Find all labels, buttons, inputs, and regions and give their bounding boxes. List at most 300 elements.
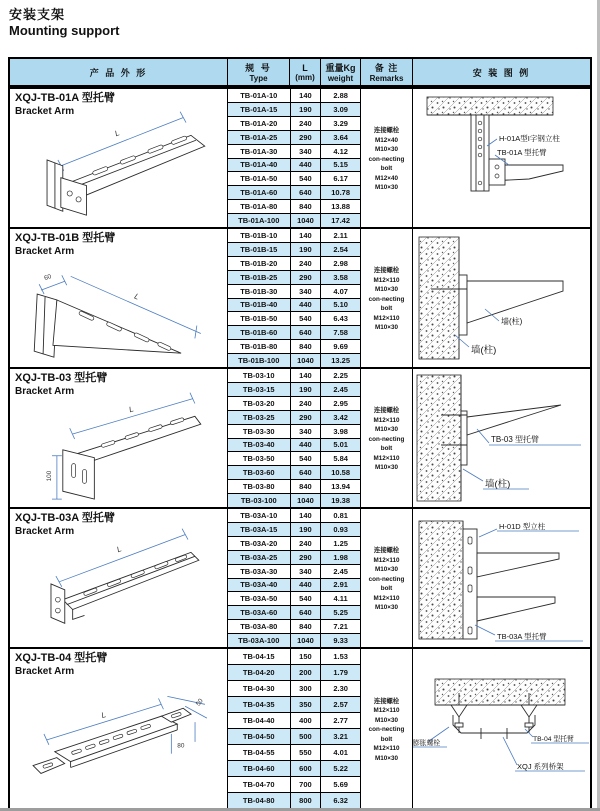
spec-row [228, 102, 360, 116]
header-diagram: 安 装 图 例 [412, 59, 590, 85]
page-title-zh: 安装支架 [9, 7, 66, 22]
weight-cell: 3.09 [320, 103, 360, 116]
type-cell: TB-03A-20 [240, 538, 278, 548]
spec-row [228, 325, 360, 339]
remark-line: M12×110 [373, 594, 400, 602]
dim-L: L [132, 291, 141, 302]
type-cell: TB-01A-15 [240, 104, 278, 114]
spec-row [228, 158, 360, 172]
remark-line: con-necting [368, 726, 405, 733]
remark-line: M12×40 [375, 174, 398, 182]
spec-row [228, 130, 360, 144]
table-header-row [10, 59, 590, 87]
type-cell: TB-03A-80 [240, 622, 278, 632]
length-cell: 640 [290, 326, 321, 339]
weight-cell: 5.25 [320, 606, 360, 619]
dim-60: 60 [43, 273, 53, 283]
weight-cell: 19.38 [320, 494, 360, 507]
spec-row [228, 298, 360, 312]
weight-cell: 5.69 [320, 777, 360, 792]
spec-row [228, 438, 360, 452]
type-cell: TB-03A-60 [240, 608, 278, 618]
product-cell-tb-04 [10, 649, 227, 808]
section-tb-03 [10, 367, 590, 507]
diagram-label-wall: 墙(柱) [485, 479, 511, 490]
remark-line: M12×110 [373, 556, 400, 564]
length-cell: 190 [290, 523, 321, 536]
length-cell: 700 [290, 777, 321, 792]
length-cell: 140 [290, 229, 321, 242]
install-diagram-tb-03a [413, 509, 590, 645]
remark-line: M12×110 [373, 416, 400, 424]
spec-row [228, 696, 360, 712]
weight-cell: 5.10 [320, 299, 360, 312]
spec-row [228, 536, 360, 550]
spec-rows-tb-01a [227, 89, 360, 227]
page-title-en: Mounting support [9, 23, 120, 39]
length-cell: 300 [290, 681, 321, 696]
spec-row [228, 256, 360, 270]
remarks-tb-01a [360, 89, 412, 227]
install-diagram-tb-01b [413, 229, 590, 365]
spec-row [228, 144, 360, 158]
weight-cell: 4.11 [320, 592, 360, 605]
weight-cell: 3.29 [320, 117, 360, 130]
diagram-label-arm: TB-03A 型托臂 [497, 632, 547, 641]
type-cell: TB-01A-10 [240, 90, 278, 100]
length-cell: 340 [290, 565, 321, 578]
remarks-tb-03 [360, 369, 412, 507]
dim-L: L [115, 544, 123, 555]
type-cell: TB-03-80 [242, 482, 275, 492]
type-cell: TB-03-40 [242, 440, 275, 450]
remark-line: 连接螺栓 [373, 407, 400, 414]
length-cell: 340 [290, 425, 321, 438]
length-cell: 140 [290, 369, 321, 382]
type-cell: TB-03A-30 [240, 566, 278, 576]
weight-cell: 13.88 [320, 200, 360, 213]
type-cell: TB-01B-50 [240, 314, 278, 324]
length-cell: 190 [290, 103, 321, 116]
page-title-block [9, 7, 119, 40]
type-cell: TB-03A-10 [240, 510, 278, 520]
diagram-label-arm: TB-03 型托臂 [491, 435, 540, 444]
spec-row [228, 578, 360, 592]
length-cell: 540 [290, 172, 321, 185]
weight-cell: 13.25 [320, 354, 360, 367]
weight-cell: 1.53 [320, 649, 360, 664]
spec-row [228, 776, 360, 792]
spec-row [228, 242, 360, 256]
type-cell: TB-03-15 [242, 384, 275, 394]
section-tb-01b [10, 227, 590, 367]
weight-cell: 3.58 [320, 271, 360, 284]
weight-cell: 5.84 [320, 452, 360, 465]
weight-cell: 4.01 [320, 745, 360, 760]
type-cell: TB-01B-10 [240, 230, 278, 240]
type-cell: TB-01B-60 [240, 328, 278, 338]
length-cell: 140 [290, 509, 321, 522]
type-cell: TB-01A-30 [240, 146, 278, 156]
weight-cell: 10.78 [320, 186, 360, 199]
weight-cell: 7.21 [320, 620, 360, 633]
spec-row [228, 509, 360, 522]
weight-cell: 2.45 [320, 383, 360, 396]
remark-line: M12×110 [373, 454, 400, 462]
remark-line: 连接螺栓 [373, 547, 400, 554]
dim-L: L [100, 710, 107, 721]
dim-100: 100 [45, 470, 53, 482]
diagram-label-arm: TB-01A 型托臂 [497, 148, 547, 157]
weight-cell: 4.12 [320, 145, 360, 158]
spec-row [228, 199, 360, 213]
length-cell: 150 [290, 649, 321, 664]
install-diagram-tb-01a [413, 89, 590, 225]
dim-L: L [127, 404, 135, 415]
header-remarks: 备 注 Remarks [360, 59, 412, 85]
remark-line: con-necting [368, 435, 405, 443]
weight-cell: 3.42 [320, 411, 360, 424]
spec-row [228, 493, 360, 507]
spec-row [228, 605, 360, 619]
length-cell: 640 [290, 606, 321, 619]
length-cell: 240 [290, 257, 321, 270]
weight-cell: 2.98 [320, 257, 360, 270]
weight-cell: 2.25 [320, 369, 360, 382]
dim-50: 50 [194, 697, 205, 708]
header-type: 规 号 Type [227, 59, 289, 85]
remark-line: M12×40 [375, 136, 398, 144]
length-cell: 1040 [290, 634, 321, 647]
remark-line: bolt [380, 165, 393, 172]
length-cell: 640 [290, 466, 321, 479]
length-cell: 140 [290, 89, 321, 102]
remark-line: M10×30 [375, 146, 398, 153]
length-cell: 200 [290, 665, 321, 680]
type-cell: TB-04-55 [242, 748, 275, 757]
product-title-tb-01a: XQJ-TB-01A 型托臂 Bracket Arm [15, 92, 115, 117]
section-tb-04 [10, 647, 590, 808]
type-cell: TB-01B-25 [240, 272, 278, 282]
spec-row [228, 116, 360, 130]
length-cell: 240 [290, 537, 321, 550]
spec-rows-tb-04 [227, 649, 360, 808]
length-cell: 240 [290, 117, 321, 130]
length-cell: 600 [290, 761, 321, 776]
header-length: L (mm) [289, 59, 320, 85]
remark-line: con-necting [368, 295, 405, 303]
dim-80: 80 [177, 742, 185, 750]
weight-cell: 6.17 [320, 172, 360, 185]
weight-cell: 1.25 [320, 537, 360, 550]
weight-cell: 6.32 [320, 793, 360, 808]
length-cell: 190 [290, 243, 321, 256]
diagram-label-column: H-01D 型立柱 [499, 522, 546, 531]
type-cell: TB-01B-20 [240, 258, 278, 268]
type-cell: TB-01B-80 [240, 342, 278, 352]
spec-row [228, 522, 360, 536]
type-cell: TB-03A-25 [240, 552, 278, 562]
weight-cell: 3.64 [320, 131, 360, 144]
type-cell: TB-01A-20 [240, 118, 278, 128]
dim-L: L [113, 128, 121, 139]
remarks-tb-01b [360, 229, 412, 367]
spec-rows-tb-01b [227, 229, 360, 367]
type-cell: TB-04-60 [242, 764, 275, 773]
spec-row [228, 465, 360, 479]
type-cell: TB-04-80 [242, 796, 275, 805]
remark-line: M10×30 [375, 754, 398, 762]
spec-row [228, 424, 360, 438]
spec-rows-tb-03a [227, 509, 360, 647]
spec-row [228, 591, 360, 605]
remark-line: M10×30 [375, 324, 398, 331]
length-cell: 840 [290, 200, 321, 213]
length-cell: 550 [290, 745, 321, 760]
spec-row [228, 451, 360, 465]
spec-row [228, 680, 360, 696]
product-cell-tb-01b [10, 229, 227, 367]
spec-row [228, 396, 360, 410]
type-cell: TB-03A-100 [238, 636, 280, 646]
length-cell: 190 [290, 383, 321, 396]
diagram-label-arm: 墙(柱) [501, 317, 523, 326]
weight-cell: 2.91 [320, 579, 360, 592]
length-cell: 500 [290, 729, 321, 744]
weight-cell: 13.94 [320, 480, 360, 493]
length-cell: 840 [290, 340, 321, 353]
type-cell: TB-03-25 [242, 412, 275, 422]
spec-row [228, 229, 360, 242]
length-cell: 340 [290, 285, 321, 298]
diagram-label-arm: TB-04 型托臂 [533, 736, 574, 743]
weight-cell: 2.54 [320, 243, 360, 256]
spec-row [228, 213, 360, 227]
type-cell: TB-03-60 [242, 468, 275, 478]
type-cell: TB-04-35 [242, 700, 275, 709]
spec-row [228, 369, 360, 382]
spec-row [228, 664, 360, 680]
diagram-tb-04 [412, 649, 590, 808]
weight-cell: 6.43 [320, 312, 360, 325]
diagram-tb-03a [412, 509, 590, 647]
type-cell: TB-03-20 [242, 398, 275, 408]
length-cell: 240 [290, 397, 321, 410]
weight-cell: 0.81 [320, 509, 360, 522]
weight-cell: 5.15 [320, 159, 360, 172]
remark-line: bolt [380, 735, 393, 743]
length-cell: 440 [290, 159, 321, 172]
weight-cell: 17.42 [320, 214, 360, 227]
remark-line: M10×30 [375, 604, 398, 611]
weight-cell: 1.98 [320, 551, 360, 564]
spec-row [228, 792, 360, 808]
spec-row [228, 185, 360, 199]
type-cell: TB-01A-40 [240, 160, 278, 170]
spec-row [228, 89, 360, 102]
type-cell: TB-01A-60 [240, 188, 278, 198]
spec-row [228, 760, 360, 776]
remark-line: M10×30 [375, 716, 398, 724]
length-cell: 290 [290, 131, 321, 144]
spec-row [228, 171, 360, 185]
spec-row [228, 382, 360, 396]
type-cell: TB-03A-15 [240, 524, 278, 534]
diagram-tb-01b [412, 229, 590, 367]
type-cell: TB-03-10 [242, 370, 275, 380]
type-cell: TB-04-70 [242, 780, 275, 789]
spec-row [228, 479, 360, 493]
weight-cell: 3.21 [320, 729, 360, 744]
weight-cell: 2.57 [320, 697, 360, 712]
spec-row [228, 633, 360, 647]
header-weight: 重量Kg weight [320, 59, 360, 85]
length-cell: 1040 [290, 494, 321, 507]
length-cell: 290 [290, 271, 321, 284]
type-cell: TB-03-100 [240, 496, 277, 506]
header-product: 产 品 外 形 [89, 67, 148, 78]
remarks-tb-04 [360, 649, 412, 808]
length-cell: 400 [290, 713, 321, 728]
product-title-tb-01b: XQJ-TB-01B 型托臂 Bracket Arm [15, 232, 116, 257]
type-cell: TB-04-50 [242, 732, 275, 741]
length-cell: 540 [290, 312, 321, 325]
length-cell: 350 [290, 697, 321, 712]
length-cell: 840 [290, 480, 321, 493]
length-cell: 800 [290, 793, 321, 808]
length-cell: 290 [290, 551, 321, 564]
product-title-tb-04: XQJ-TB-04 型托臂 Bracket Arm [15, 652, 108, 677]
remark-line: M10×30 [375, 566, 398, 573]
length-cell: 440 [290, 579, 321, 592]
remark-line: con-necting [368, 155, 405, 163]
spec-row [228, 311, 360, 325]
type-cell: TB-01B-30 [240, 286, 278, 296]
remark-line: M12×110 [373, 707, 400, 714]
type-cell: TB-04-30 [242, 684, 275, 693]
type-cell: TB-01A-80 [240, 202, 278, 212]
weight-cell: 2.88 [320, 89, 360, 102]
diagram-label-anchor: 膨胀螺栓 [413, 740, 441, 747]
product-table [8, 57, 592, 810]
length-cell: 340 [290, 145, 321, 158]
type-cell: TB-01B-100 [238, 356, 280, 366]
spec-row [228, 564, 360, 578]
weight-cell: 2.30 [320, 681, 360, 696]
weight-cell: 0.93 [320, 523, 360, 536]
remark-line: M12×110 [373, 314, 400, 322]
length-cell: 1040 [290, 214, 321, 227]
spec-row [228, 339, 360, 353]
weight-cell: 5.01 [320, 439, 360, 452]
remark-line: M10×30 [375, 286, 398, 293]
spec-row [228, 744, 360, 760]
length-cell: 840 [290, 620, 321, 633]
type-cell: TB-01B-15 [240, 244, 278, 254]
install-diagram-tb-03 [413, 369, 590, 505]
remark-line: bolt [380, 585, 393, 592]
weight-cell: 2.95 [320, 397, 360, 410]
diagram-label-wall: 墙(柱) [471, 345, 497, 356]
remark-line: M12×110 [373, 276, 400, 284]
weight-cell: 2.45 [320, 565, 360, 578]
weight-cell: 1.79 [320, 665, 360, 680]
product-cell-tb-03a [10, 509, 227, 647]
type-cell: TB-04-40 [242, 716, 275, 725]
product-title-tb-03: XQJ-TB-03 型托臂 Bracket Arm [15, 372, 108, 397]
remark-line: 连接螺栓 [373, 127, 400, 134]
remark-line: M12×110 [373, 745, 400, 752]
spec-row [228, 649, 360, 664]
remark-line: M10×30 [375, 184, 398, 191]
type-cell: TB-01A-25 [240, 132, 278, 142]
spec-row [228, 410, 360, 424]
weight-cell: 2.11 [320, 229, 360, 242]
spec-row [228, 353, 360, 367]
weight-cell: 4.07 [320, 285, 360, 298]
product-title-tb-03a: XQJ-TB-03A 型托臂 Bracket Arm [15, 512, 115, 537]
remark-line: 连接螺栓 [373, 267, 400, 274]
install-diagram-tb-04 [413, 649, 590, 808]
product-cell-tb-03 [10, 369, 227, 507]
type-cell: TB-03A-50 [240, 594, 278, 604]
spec-row [228, 712, 360, 728]
length-cell: 540 [290, 452, 321, 465]
type-cell: TB-03-50 [242, 454, 275, 464]
type-cell: TB-01A-100 [238, 216, 280, 226]
spec-row [228, 728, 360, 744]
remark-line: bolt [380, 445, 393, 452]
spec-row [228, 270, 360, 284]
remark-line: M10×30 [375, 426, 398, 433]
type-cell: TB-04-20 [242, 668, 275, 677]
type-cell: TB-01B-40 [240, 300, 278, 310]
weight-cell: 7.58 [320, 326, 360, 339]
diagram-label-column: H-01A型I字钢立柱 [499, 134, 560, 143]
length-cell: 440 [290, 439, 321, 452]
weight-cell: 9.69 [320, 340, 360, 353]
type-cell: TB-04-15 [242, 652, 275, 661]
section-tb-03a [10, 507, 590, 647]
weight-cell: 5.22 [320, 761, 360, 776]
length-cell: 540 [290, 592, 321, 605]
remark-line: bolt [380, 305, 393, 312]
length-cell: 640 [290, 186, 321, 199]
section-tb-01a [10, 87, 590, 227]
spec-rows-tb-03 [227, 369, 360, 507]
spec-row [228, 619, 360, 633]
remark-line: 连接螺栓 [373, 697, 400, 705]
weight-cell: 9.33 [320, 634, 360, 647]
type-cell: TB-03A-40 [240, 580, 278, 590]
product-cell-tb-01a [10, 89, 227, 227]
diagram-tb-01a [412, 89, 590, 227]
remark-line: con-necting [368, 575, 405, 583]
weight-cell: 10.58 [320, 466, 360, 479]
length-cell: 440 [290, 299, 321, 312]
length-cell: 290 [290, 411, 321, 424]
weight-cell: 2.77 [320, 713, 360, 728]
type-cell: TB-01A-50 [240, 174, 278, 184]
diagram-label-tray: XQJ 系列桥架 [517, 762, 564, 771]
remark-line: M10×30 [375, 464, 398, 471]
length-cell: 1040 [290, 354, 321, 367]
remarks-tb-03a [360, 509, 412, 647]
spec-row [228, 550, 360, 564]
spec-row [228, 284, 360, 298]
weight-cell: 3.98 [320, 425, 360, 438]
type-cell: TB-03-30 [242, 426, 275, 436]
